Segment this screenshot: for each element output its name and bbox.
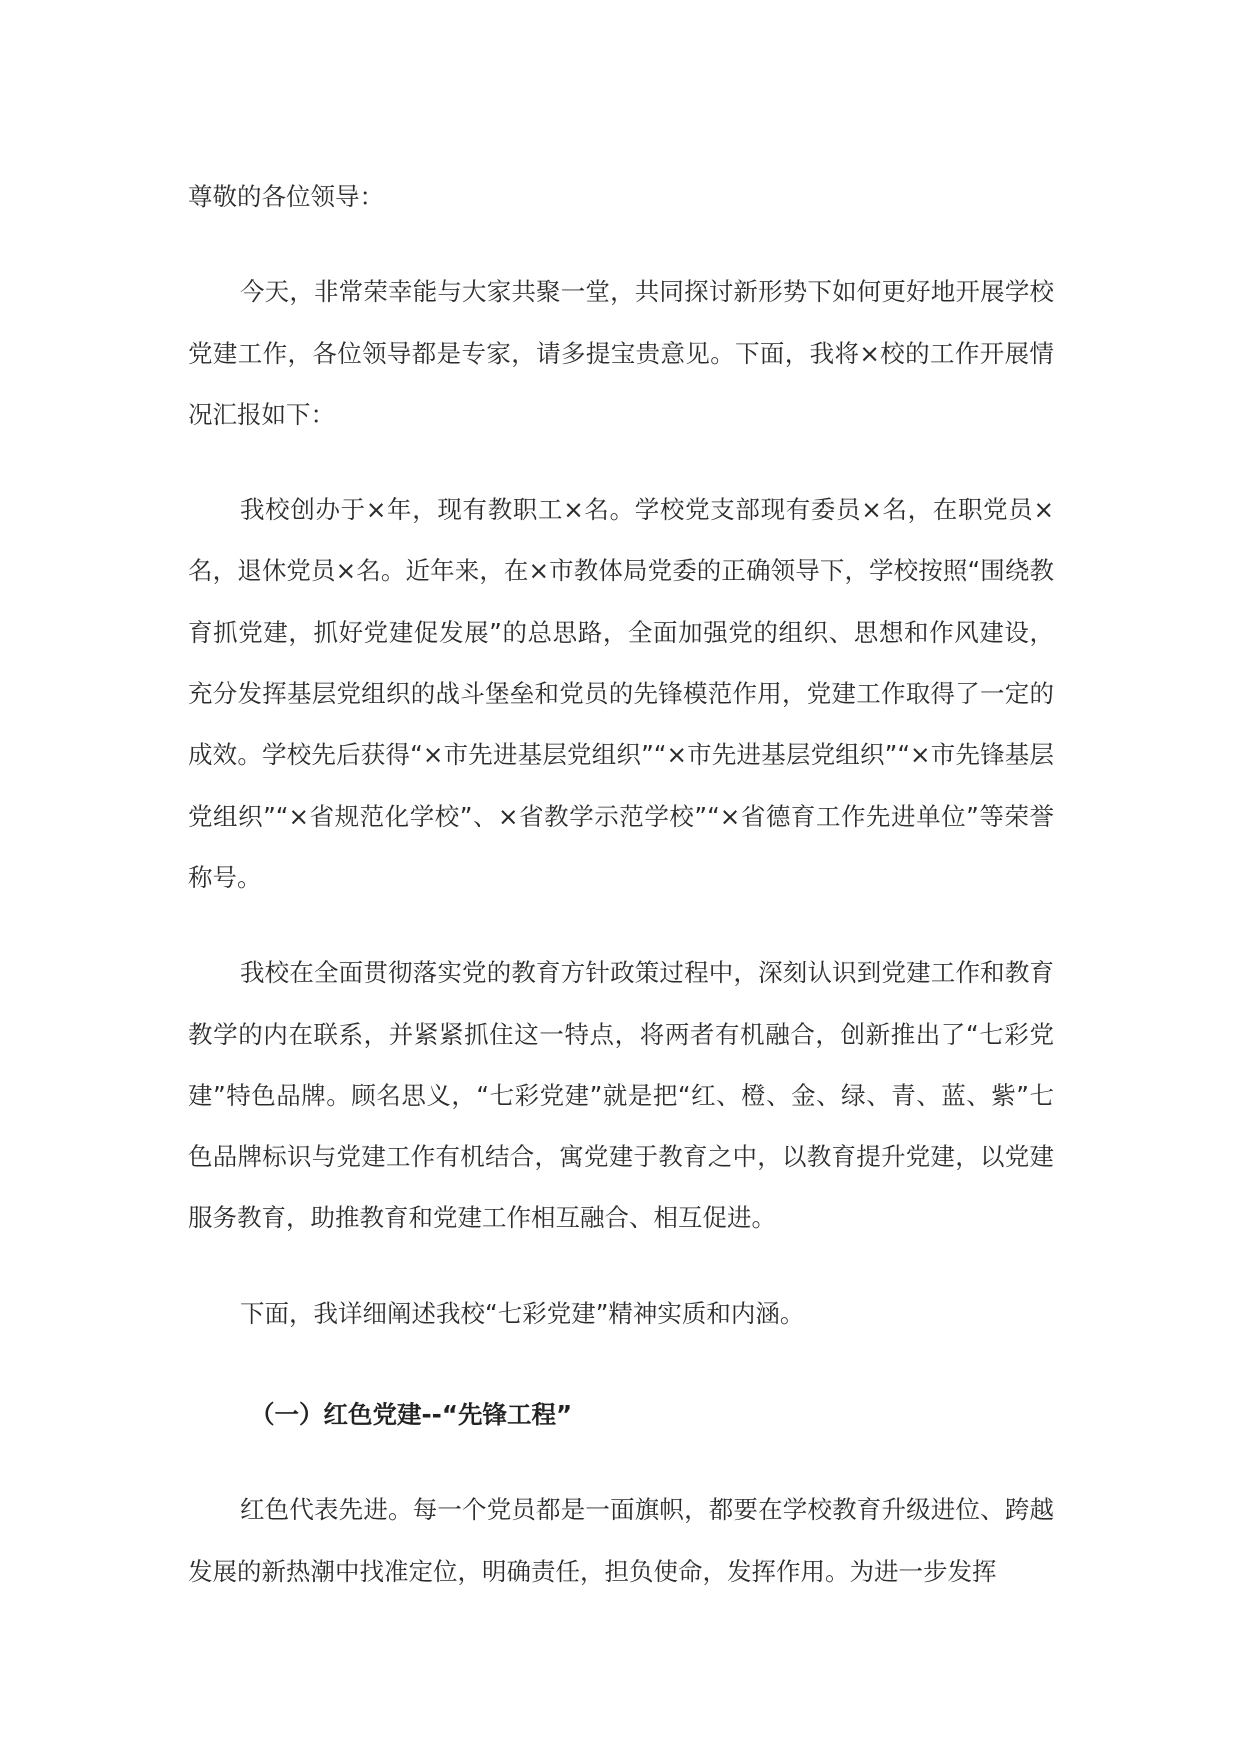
section-heading-red: （一）红色党建--“先锋工程” [250, 1400, 573, 1430]
salutation: 尊敬的各位领导： [188, 182, 384, 211]
paragraph-transition: 下面，我详细阐述我校“七彩党建”精神实质和内涵。 [240, 1298, 805, 1328]
paragraph-red-section: 红色代表先进。每一个党员都是一面旗帜，都要在学校教育升级进位、跨越发展的新热潮中找准定位，明确责任，担负使命，发挥作用。为进一步发挥 [188, 1495, 1054, 1586]
paragraph-school-overview: 我校创办于×年，现有教职工×名。学校党支部现有委员×名，在职党员×名，退休党员×名。近年来，在×市教体局党委的正确领导下，学校按照“围绕教育抓党建，抓好党建促发展”的总思路，全面加强党的组织、思想和作风建设，充分发挥基层党组织的战斗堡垒和党员的先锋模范作用，党建工作取得了一定的成效。学校先后获得“×市先进基层党组织”“×市先进基层党组织”“×市先锋基层党组织”“×省规范化学校”、×省教学示范学校”“×省德育工作先进单位”等荣誉称号。 [188, 495, 1054, 892]
document-body [188, 166, 1054, 1636]
paragraph-intro: 今天，非常荣幸能与大家共聚一堂，共同探讨新形势下如何更好地开展学校党建工作，各位领导都是专家，请多提宝贵意见。下面，我将×校的工作开展情况汇报如下： [188, 277, 1054, 429]
paragraph-seven-color-brand: 我校在全面贯彻落实党的教育方针政策过程中，深刻认识到党建工作和教育教学的内在联系，并紧紧抓住这一特点，将两者有机融合，创新推出了“七彩党建”特色品牌。顾名思义，“七彩党建”就是把“红、橙、金、绿、青、蓝、紫”七色品牌标识与党建工作有机结合，寓党建于教育之中，以教育提升党建，以党建服务教育，助推教育和党建工作相互融合、相互促进。 [188, 958, 1054, 1233]
